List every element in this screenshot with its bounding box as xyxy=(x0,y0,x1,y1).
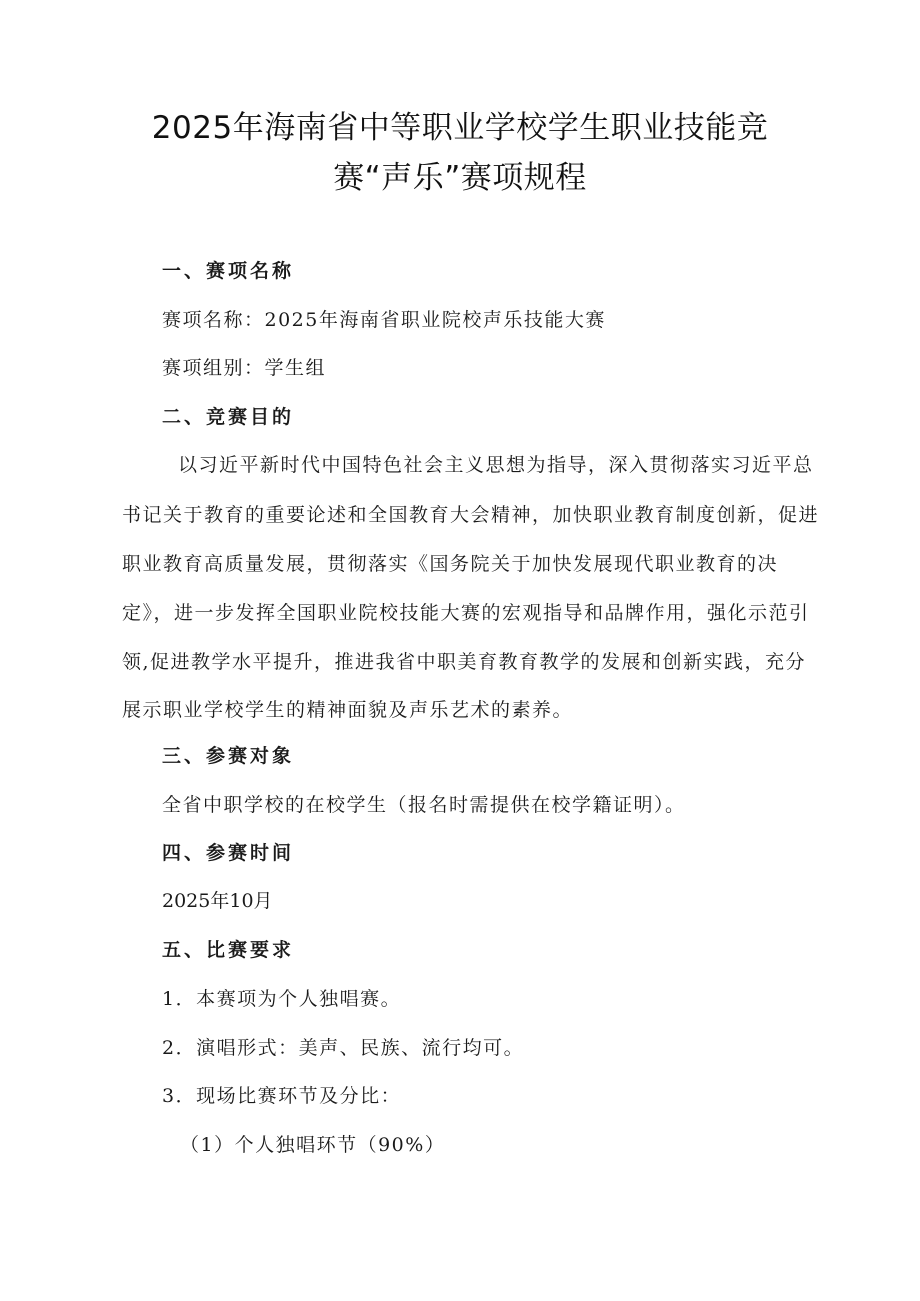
event-date: 2025年10月 xyxy=(162,890,273,912)
section-2-heading: 二、竞赛目的 xyxy=(162,406,295,428)
section-4-heading: 四、参赛时间 xyxy=(162,842,295,864)
purpose-line-3: 职业教育高质量发展，贯彻落实《国务院关于加快发展现代职业教育的决 xyxy=(122,553,779,575)
purpose-line-1: 以习近平新时代中国特色社会主义思想为指导，深入贯彻落实习近平总 xyxy=(178,454,814,476)
event-name: 赛项名称：2025年海南省职业院校声乐技能大赛 xyxy=(162,309,606,331)
requirement-item-2: 2．演唱形式：美声、民族、流行均可。 xyxy=(162,1037,525,1059)
requirement-item-3: 3．现场比赛环节及分比： xyxy=(162,1085,402,1107)
requirement-sub-item-1: （1）个人独唱环节（90%） xyxy=(180,1134,446,1156)
section-5-heading: 五、比赛要求 xyxy=(162,939,295,961)
document-title-line-1: 2025年海南省中等职业学校学生职业技能竞 xyxy=(151,110,769,146)
section-1-heading: 一、赛项名称 xyxy=(162,260,295,282)
purpose-line-5: 领,促进教学水平提升，推进我省中职美育教育教学的发展和创新实践，充分 xyxy=(122,651,807,673)
event-group: 赛项组别：学生组 xyxy=(162,357,327,379)
purpose-line-4: 定》，进一步发挥全国职业院校技能大赛的宏观指导和品牌作用，强化示范引 xyxy=(122,602,810,624)
purpose-line-6: 展示职业学校学生的精神面貌及声乐艺术的素养。 xyxy=(122,699,574,721)
document-title-line-2: 赛“声乐”赛项规程 xyxy=(333,160,587,196)
section-3-heading: 三、参赛对象 xyxy=(162,745,295,767)
purpose-line-2: 书记关于教育的重要论述和全国教育大会精神，加快职业教育制度创新，促进 xyxy=(122,504,820,526)
participants-text: 全省中职学校的在校学生（报名时需提供在校学籍证明）。 xyxy=(162,794,686,816)
requirement-item-1: 1．本赛项为个人独唱赛。 xyxy=(162,988,402,1010)
